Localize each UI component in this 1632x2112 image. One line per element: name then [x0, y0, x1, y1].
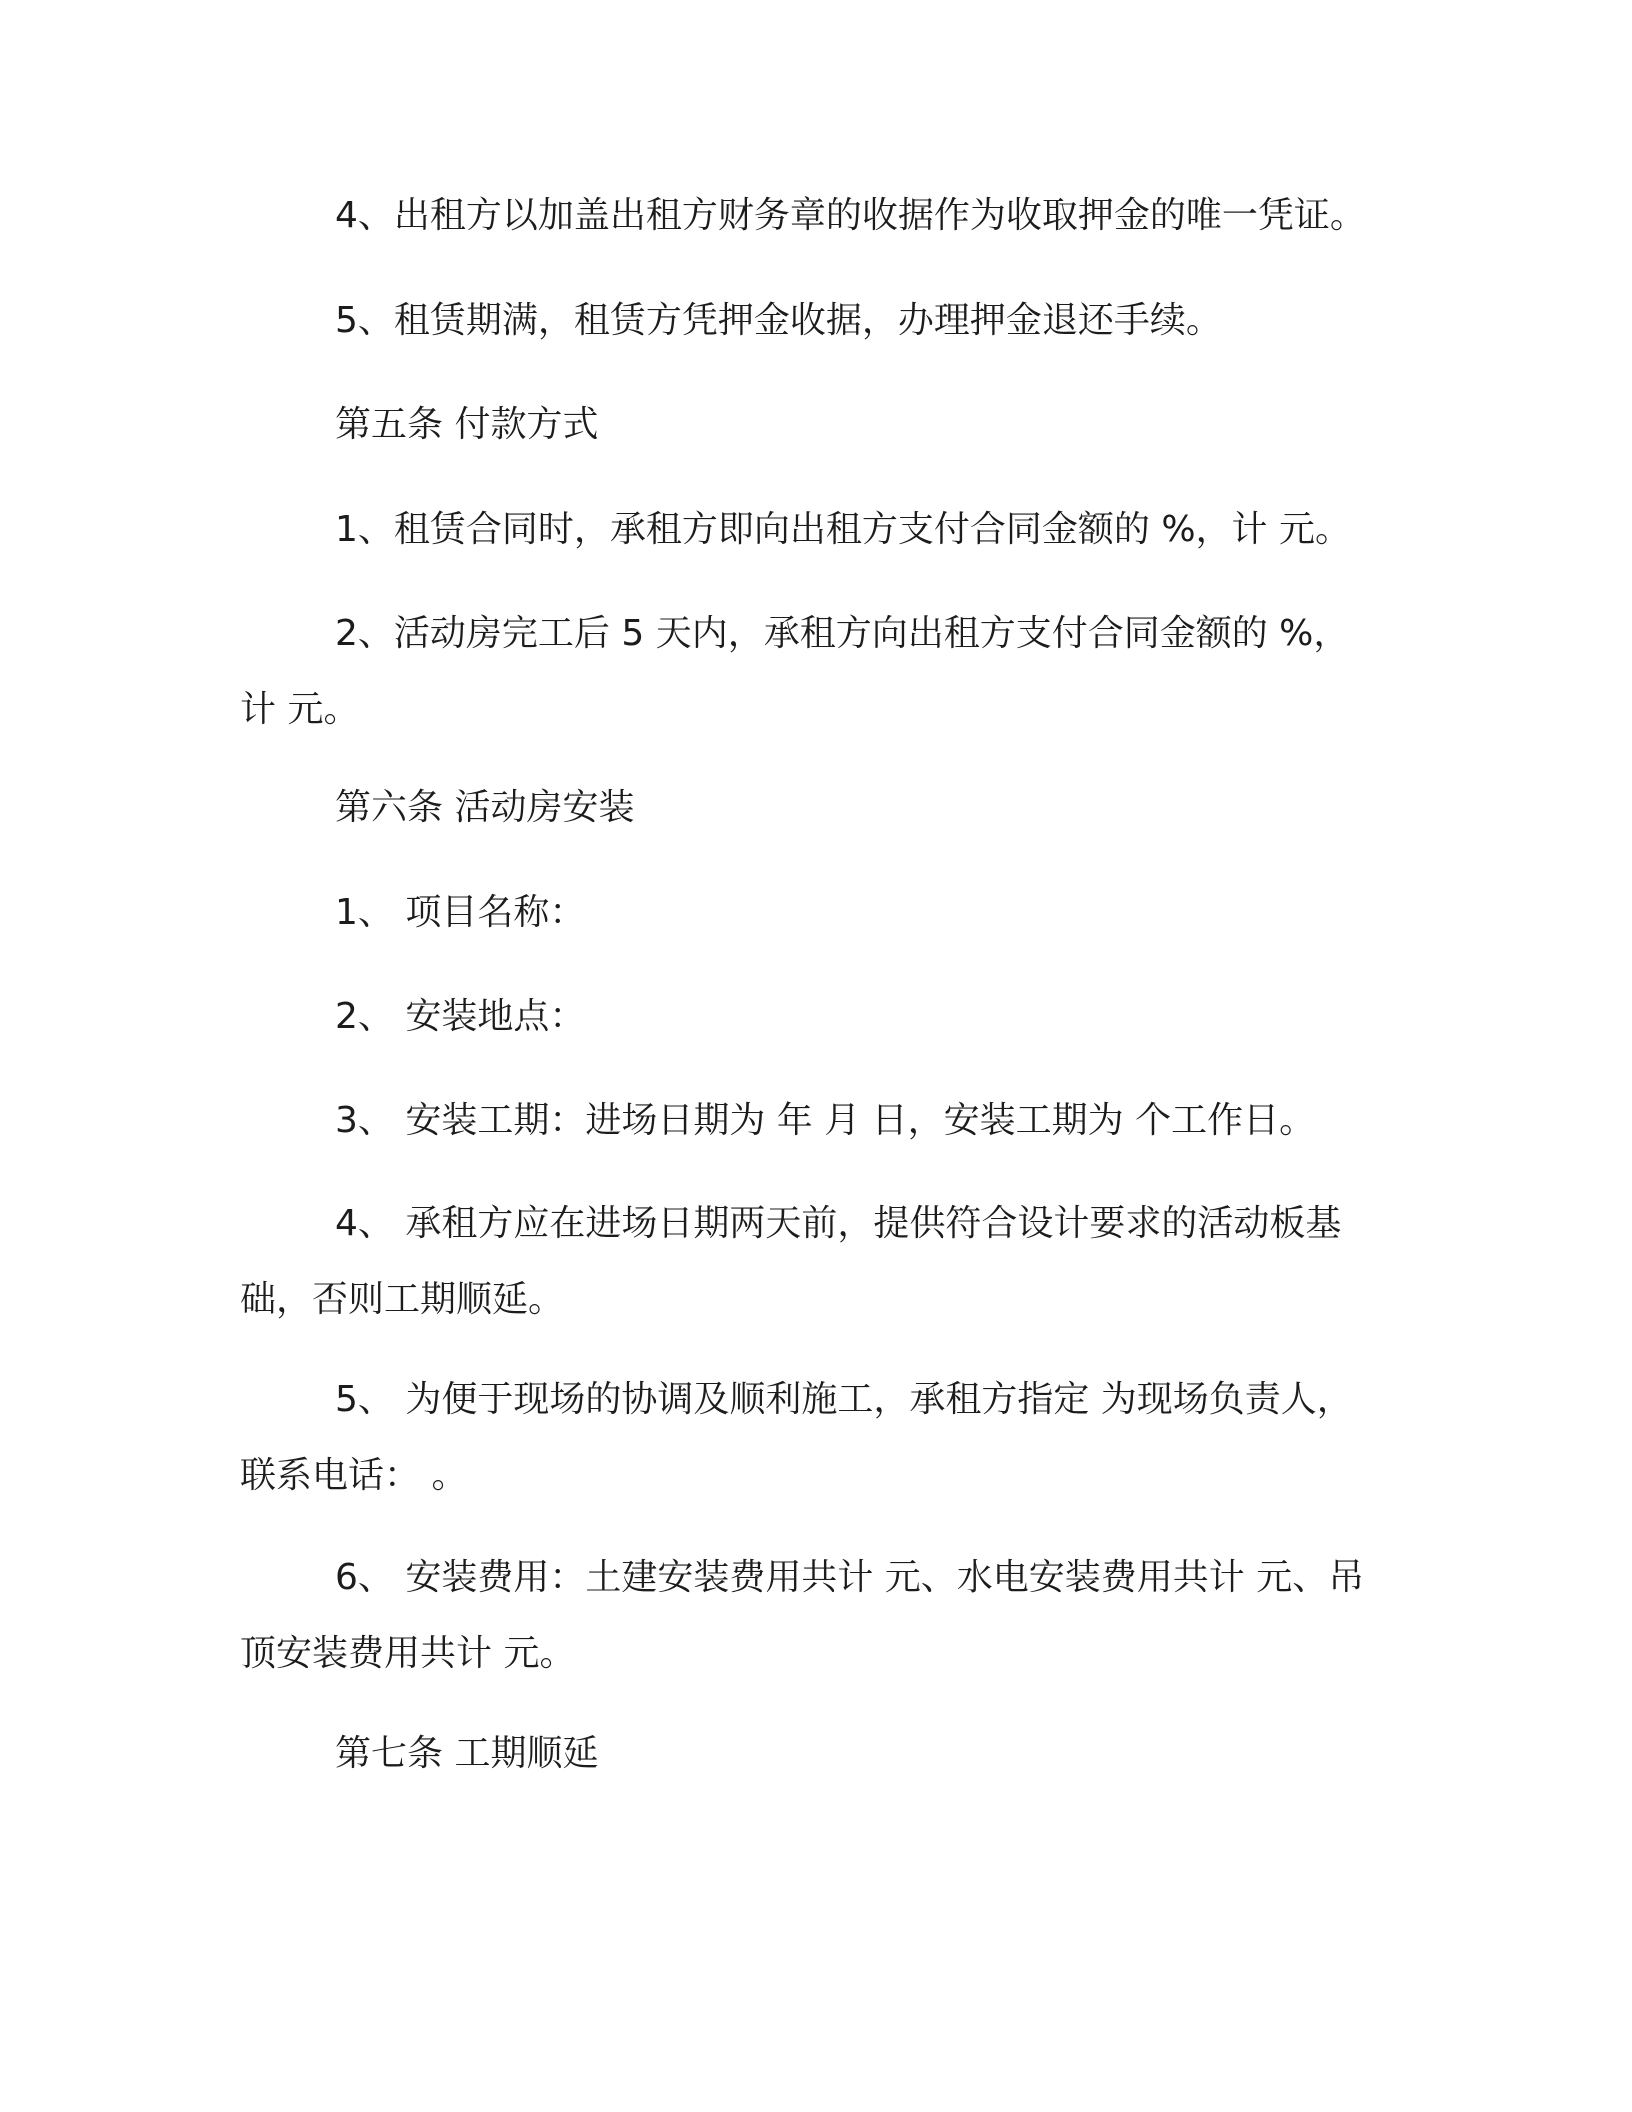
paragraph-install-period: 3、 安装工期：进场日期为 年 月 日，安装工期为 个工作日。	[335, 1100, 1316, 1141]
paragraph-payment-2: 2、活动房完工后 5 天内，承租方向出租方支付合同金额的 %，计 元。	[240, 613, 1350, 730]
paragraph-deposit-receipt: 4、出租方以加盖出租方财务章的收据作为收取押金的唯一凭证。	[335, 195, 1366, 236]
paragraph-install-location: 2、 安装地点：	[335, 996, 586, 1037]
section-heading-delay: 第七条 工期顺延	[335, 1733, 599, 1774]
section-heading-payment: 第五条 付款方式	[335, 404, 599, 445]
paragraph-payment-1: 1、租赁合同时，承租方即向出租方支付合同金额的 %，计 元。	[335, 509, 1351, 550]
section-heading-installation: 第六条 活动房安装	[335, 787, 635, 828]
paragraph-foundation: 4、 承租方应在进场日期两天前，提供符合设计要求的活动板基础，否则工期顺延。	[240, 1203, 1342, 1320]
paragraph-install-fees: 6、 安装费用：土建安装费用共计 元、水电安装费用共计 元、吊顶安装费用共计 元。	[240, 1557, 1365, 1674]
paragraph-project-name: 1、 项目名称：	[335, 892, 586, 933]
paragraph-deposit-refund: 5、租赁期满，租赁方凭押金收据，办理押金退还手续。	[335, 300, 1222, 341]
paragraph-site-contact: 5、 为便于现场的协调及顺利施工，承租方指定 为现场负责人，联系电话： 。	[240, 1379, 1353, 1496]
